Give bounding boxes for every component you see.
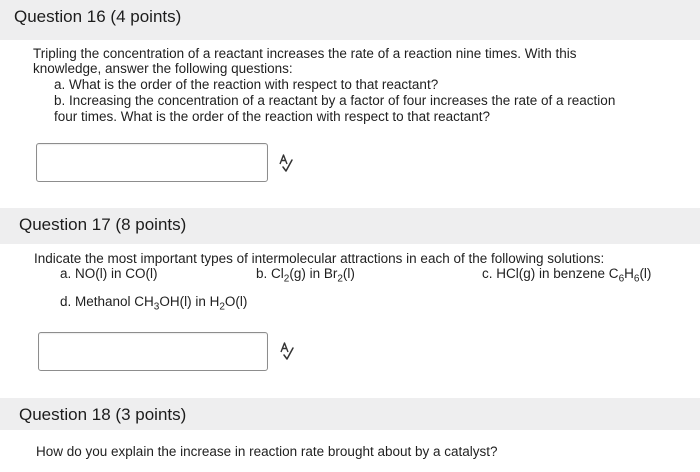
spellcheck-icon[interactable] bbox=[278, 153, 294, 173]
question-16-part-b: b. Increasing the concentration of a reactant by a factor of four increases the rate of a reaction bbox=[54, 93, 616, 108]
question-16-text-line-1: Tripling the concentration of a reactant increases the rate of a reaction nine times. With this bbox=[33, 46, 577, 61]
spellcheck-icon[interactable] bbox=[279, 341, 295, 361]
question-17-answer-input[interactable] bbox=[38, 332, 268, 371]
question-16-part-b-cont: four times. What is the order of the reaction with respect to that reactant? bbox=[54, 109, 490, 124]
question-18-prompt: How do you explain the increase in reaction rate brought about by a catalyst? bbox=[36, 444, 498, 459]
question-16-text-line-2: knowledge, answer the following questions: bbox=[33, 61, 293, 76]
question-16-part-a: a. What is the order of the reaction with respect to that reactant? bbox=[54, 77, 439, 92]
question-18-number: Question 18 bbox=[19, 405, 111, 424]
question-17-item-d: d. Methanol $CH_3OH(l)$ in $H_2O(l)$ bbox=[60, 294, 248, 313]
question-17-points: (8 points) bbox=[115, 215, 187, 234]
question-16-title bbox=[14, 7, 181, 27]
question-17-item-c: c. HCl(g) in benzene $C_6H_6(l)$ bbox=[482, 266, 652, 285]
question-17-item-b: b. $Cl_2(g)$ in $Br_2(l)$ bbox=[256, 266, 355, 285]
question-16-number: Question 16 bbox=[14, 7, 106, 26]
question-17-title bbox=[19, 215, 186, 235]
question-17-number: Question 17 bbox=[19, 215, 111, 234]
question-18-title bbox=[19, 405, 186, 425]
question-17-item-a: a. NO(l) in CO(l) bbox=[60, 266, 158, 281]
question-17-intro: Indicate the most important types of intermolecular attractions in each of the following solutions: bbox=[34, 251, 605, 266]
question-16-points: (4 points) bbox=[110, 7, 182, 26]
question-18-points: (3 points) bbox=[115, 405, 187, 424]
question-16-answer-input[interactable] bbox=[36, 143, 268, 182]
